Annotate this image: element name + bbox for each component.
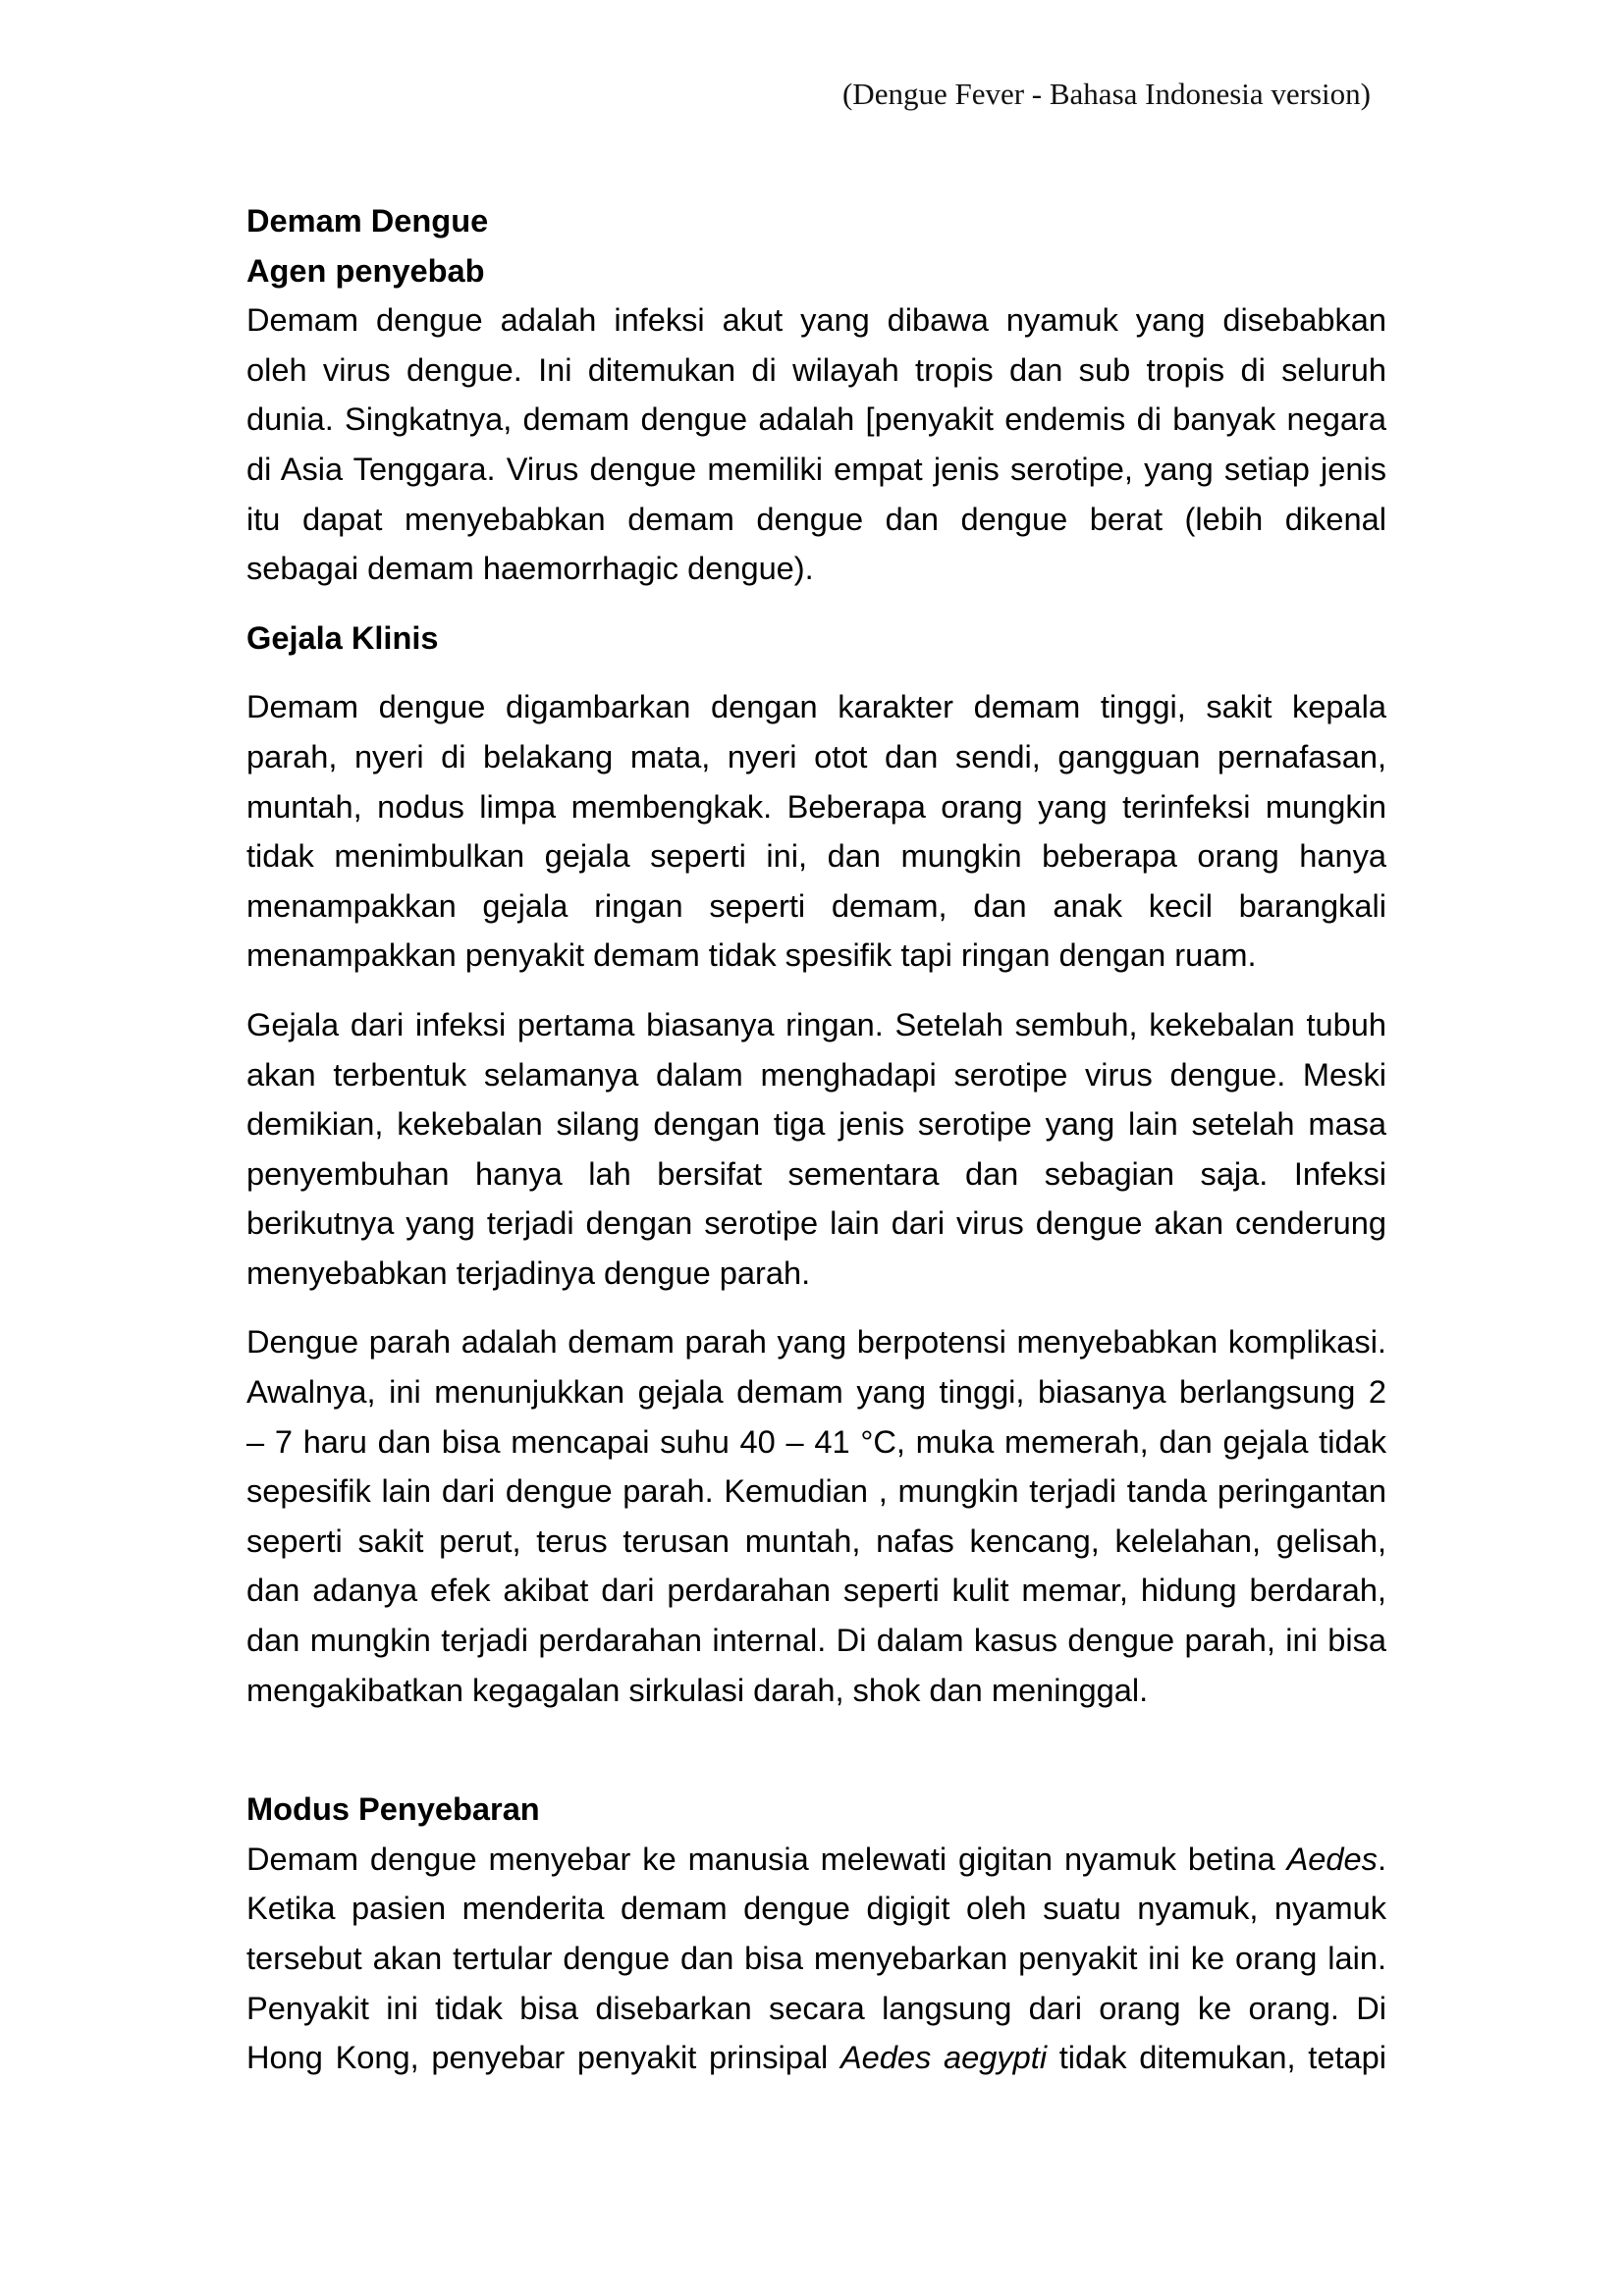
text-line: oleh virus dengue. Ini ditemukan di wilayah tropis dan sub tropis di seluruh	[246, 350, 1386, 388]
document-title: Demam Dengue	[246, 202, 489, 239]
text-line: di Asia Tenggara. Virus dengue memiliki empat jenis serotipe, yang setiap jenis	[246, 450, 1386, 487]
text-line: berikutnya yang terjadi dengan serotipe lain dari virus dengue akan cenderung	[246, 1204, 1386, 1242]
text-run: Demam dengue menyebar ke manusia melewati gigitan nyamuk betina	[246, 1840, 1287, 1877]
text-line: Ketika pasien menderita demam dengue digigit oleh suatu nyamuk, nyamuk	[246, 1890, 1386, 1927]
text-line-with-italic	[246, 2033, 1386, 2083]
text-line: menampakkan gejala ringan seperti demam, dan anak kecil barangkali	[246, 886, 1386, 924]
text-line: dunia. Singkatnya, demam dengue adalah [penyakit endemis di banyak negara	[246, 400, 1386, 438]
text-line: sepesifik lain dari dengue parah. Kemudian , mungkin terjadi tanda peringantan	[246, 1472, 1386, 1510]
text-line: menampakkan penyakit demam tidak spesifik tapi ringan dengan ruam.	[246, 936, 1257, 974]
section-heading-agen-penyebab: Agen penyebab	[246, 251, 485, 289]
section-heading-modus-penyebaran: Modus Penyebaran	[246, 1790, 540, 1828]
running-header: (Dengue Fever - Bahasa Indonesia version)	[841, 77, 1371, 111]
text-line: dan adanya efek akibat dari perdarahan seperti kulit memar, hidung berdarah,	[246, 1572, 1386, 1609]
text-line: mengakibatkan kegagalan sirkulasi darah, shok dan meninggal.	[246, 1671, 1149, 1708]
text-line: – 7 haru dan bisa mencapai suhu 40 – 41 °C, muka memerah, dan gejala tidak	[246, 1422, 1386, 1460]
text-line: muntah, nodus limpa membengkak. Beberapa orang yang terinfeksi mungkin	[246, 787, 1386, 825]
text-line: tidak menimbulkan gejala seperti ini, dan mungkin beberapa orang hanya	[246, 837, 1386, 875]
text-line: Gejala dari infeksi pertama biasanya ringan. Setelah sembuh, kekebalan tubuh	[246, 1005, 1386, 1042]
section-heading-gejala-klinis: Gejala Klinis	[246, 618, 439, 656]
text-line: penyembuhan hanya lah bersifat sementara dan sebagian saja. Infeksi	[246, 1154, 1386, 1192]
text-line: Demam dengue adalah infeksi akut yang dibawa nyamuk yang disebabkan	[246, 301, 1386, 339]
text-run: .	[1377, 1840, 1386, 1877]
paragraph-gejala-klinis-2	[246, 1000, 1386, 1299]
text-line: akan terbentuk selamanya dalam menghadapi serotipe virus dengue. Meski	[246, 1055, 1386, 1093]
document-body	[246, 196, 1386, 2083]
text-line: seperti sakit perut, terus terusan muntah, nafas kencang, kelelahan, gelisah,	[246, 1522, 1386, 1559]
text-run: Hong Kong, penyebar penyakit prinsipal	[246, 2039, 840, 2076]
text-line: demikian, kekebalan silang dengan tiga jenis serotipe yang lain setelah masa	[246, 1105, 1386, 1143]
species-name: Aedes aegypti	[839, 2039, 1048, 2076]
text-line: itu dapat menyebabkan demam dengue dan dengue berat (lebih dikenal	[246, 500, 1386, 537]
text-line: Dengue parah adalah demam parah yang berpotensi menyebabkan komplikasi.	[246, 1323, 1386, 1361]
text-line: dan mungkin terjadi perdarahan internal. Di dalam kasus dengue parah, ini bisa	[246, 1622, 1386, 1659]
text-run: tidak ditemukan, tetapi	[1047, 2039, 1386, 2076]
text-line: parah, nyeri di belakang mata, nyeri otot dan sendi, gangguan pernafasan,	[246, 737, 1386, 774]
text-line: Penyakit ini tidak bisa disebarkan secara langsung dari orang ke orang. Di	[246, 1989, 1386, 2026]
paragraph-modus-penyebaran	[246, 1835, 1386, 2083]
text-line: Demam dengue digambarkan dengan karakter demam tinggi, sakit kepala	[246, 688, 1386, 725]
text-line: sebagai demam haemorrhagic dengue).	[246, 550, 814, 587]
text-line: tersebut akan tertular dengue dan bisa menyebarkan penyakit ini ke orang lain.	[246, 1940, 1386, 1976]
species-name: Aedes	[1286, 1840, 1378, 1877]
text-line: menyebabkan terjadinya dengue parah.	[246, 1254, 811, 1291]
paragraph-gejala-klinis-1	[246, 682, 1386, 981]
text-line-with-italic	[246, 1835, 1386, 1885]
paragraph-agen-penyebab	[246, 295, 1386, 594]
text-line: Awalnya, ini menunjukkan gejala demam yang tinggi, biasanya berlangsung 2	[246, 1373, 1386, 1411]
paragraph-gejala-klinis-3	[246, 1317, 1386, 1715]
